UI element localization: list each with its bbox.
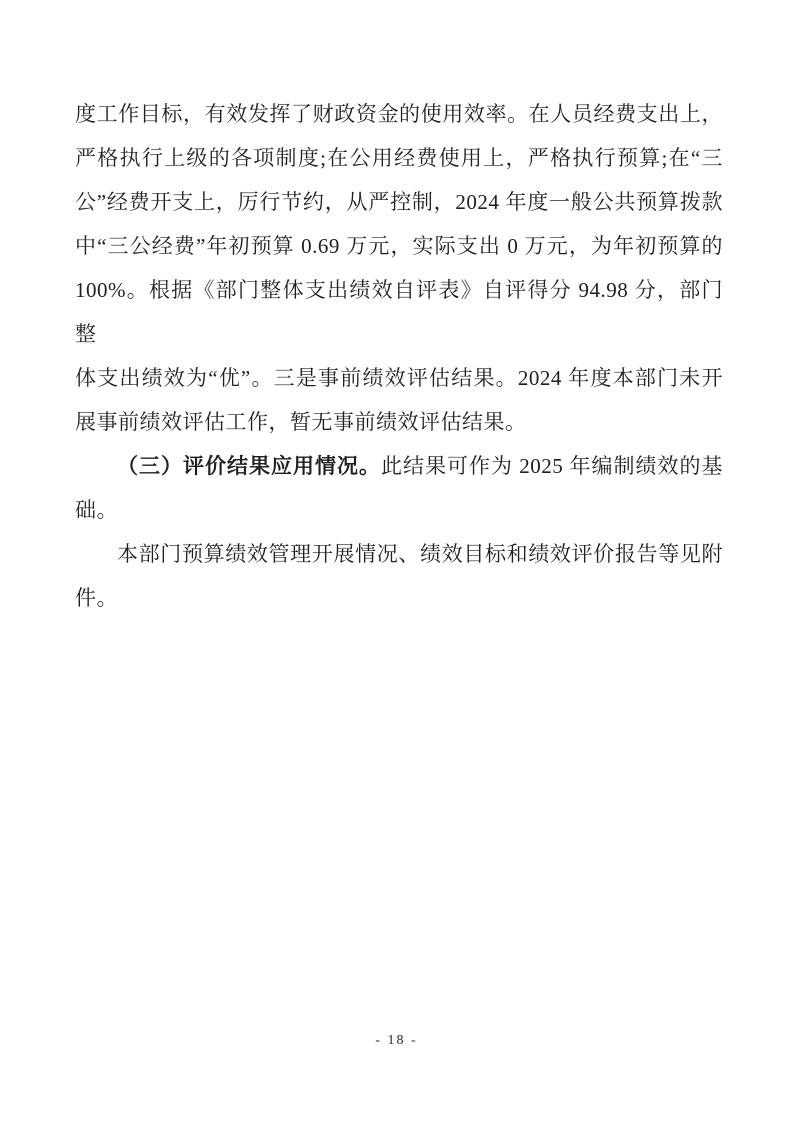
text-line: 展事前绩效评估工作，暂无事前绩效评估结果。 — [75, 410, 527, 434]
text-line: 础。 — [75, 498, 118, 522]
text-line: 件。 — [75, 586, 118, 610]
text-line: 体支出绩效为“优”。三是事前绩效评估结果。2024 年度本部门未开 — [75, 366, 723, 390]
section-text: 此结果可作为 2025 年编制绩效的基 — [381, 454, 723, 478]
paragraph-2 — [75, 444, 723, 532]
section-heading: （三）评价结果应用情况。 — [117, 454, 381, 478]
text-line: 严格执行上级的各项制度;在公用经费使用上，严格执行预算;在“三 — [75, 146, 723, 170]
text-line: 100%。根据《部门整体支出绩效自评表》自评得分 94.98 分，部门整 — [75, 278, 723, 346]
text-line: 中“三公经费”年初预算 0.69 万元，实际支出 0 万元，为年初预算的 — [75, 234, 723, 258]
document-body — [75, 92, 723, 620]
text-line: 本部门预算绩效管理开展情况、绩效目标和绩效评价报告等见附 — [117, 542, 723, 566]
page-footer — [0, 1033, 793, 1049]
paragraph-3 — [75, 532, 723, 620]
paragraph-1 — [75, 92, 723, 444]
text-line — [75, 444, 723, 488]
page-number: - 18 - — [375, 1033, 418, 1048]
text-line: 公”经费开支上，厉行节约，从严控制，2024 年度一般公共预算拨款 — [75, 190, 723, 214]
text-line: 度工作目标，有效发挥了财政资金的使用效率。在人员经费支出上， — [75, 102, 723, 126]
